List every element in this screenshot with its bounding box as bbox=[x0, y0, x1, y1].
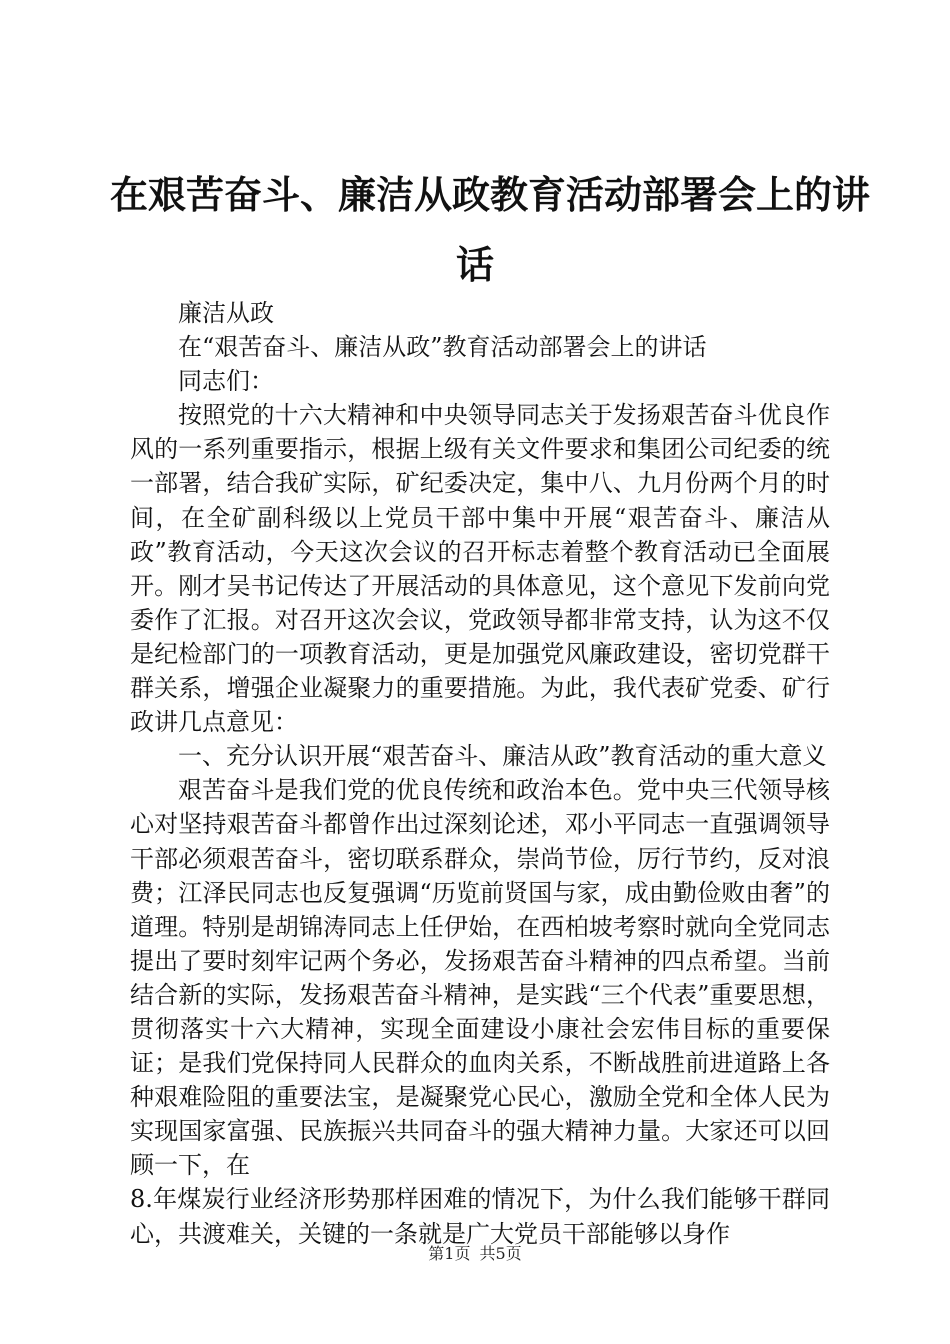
page-number: 第1页 bbox=[428, 1244, 471, 1263]
paragraph-category: 廉洁从政 bbox=[178, 299, 274, 327]
paragraph-body-1: 艰苦奋斗是我们党的优良传统和政治本色。党中央三代领导核心对坚持艰苦奋斗都曾作出过深刻论述，邓小平同志一直强调领导干部必须艰苦奋斗，密切联系群众，崇尚节俭，厉行节约，反对浪费；江泽民同志也反复强调“历览前贤国与家，成由勤俭败由奢”的道理。特别是胡锦涛同志上任伊始，在西柏坡考察时就向全党同志提出了要时刻牢记两个务必，发扬艰苦奋斗精神的四点希望。当前结合新的实际，发扬艰苦奋斗精神，是实践“三个代表”重要思想，贯彻落实十六大精神，实现全面建设小康社会宏伟目标的重要保证；是我们党保持同人民群众的血肉关系，不断战胜前进道路上各种艰难险阻的重要法宝，是凝聚党心民心，激励全党和全体人民为实现国家富强、民族振兴共同奋斗的强大精神力量。大家还可以回顾一下，在 bbox=[130, 776, 830, 1180]
paragraph-subtitle: 在“艰苦奋斗、廉洁从政”教育活动部署会上的讲话 bbox=[178, 333, 707, 362]
title-line-1: 在艰苦奋斗、廉洁从政教育活动部署会上的讲 bbox=[110, 172, 871, 217]
title-line-2: 话 bbox=[455, 242, 494, 287]
page-total: 共5页 bbox=[479, 1244, 522, 1263]
page-footer bbox=[0, 1242, 950, 1266]
document-body bbox=[130, 296, 830, 1251]
paragraph-intro: 按照党的十六大精神和中央领导同志关于发扬艰苦奋斗优良作风的一系列重要指示，根据上级有关文件要求和集团公司纪委的统一部署，结合我矿实际，矿纪委决定，集中八、九月份两个月的时间，在全矿副科级以上党员干部中集中开展“艰苦奋斗、廉洁从政”教育活动，今天这次会议的召开标志着整个教育活动已全面展开。刚才吴书记传达了开展活动的具体意见，这个意见下发前向党委作了汇报。对召开这次会议，党政领导都非常支持，认为这不仅是纪检部门的一项教育活动，更是加强党风廉政建设，密切党群干群关系，增强企业凝聚力的重要措施。为此，我代表矿党委、矿行政讲几点意见： bbox=[130, 401, 830, 737]
paragraph-heading-1: 一、充分认识开展“艰苦奋斗、廉洁从政”教育活动的重大意义 bbox=[178, 742, 827, 771]
paragraph-salutation: 同志们： bbox=[178, 367, 274, 396]
document-title bbox=[110, 160, 871, 300]
paragraph-body-2: 8.年煤炭行业经济形势那样困难的情况下，为什么我们能够干群同心，共渡难关，关键的一条就是广大党员干部能够以身作 bbox=[130, 1185, 830, 1248]
